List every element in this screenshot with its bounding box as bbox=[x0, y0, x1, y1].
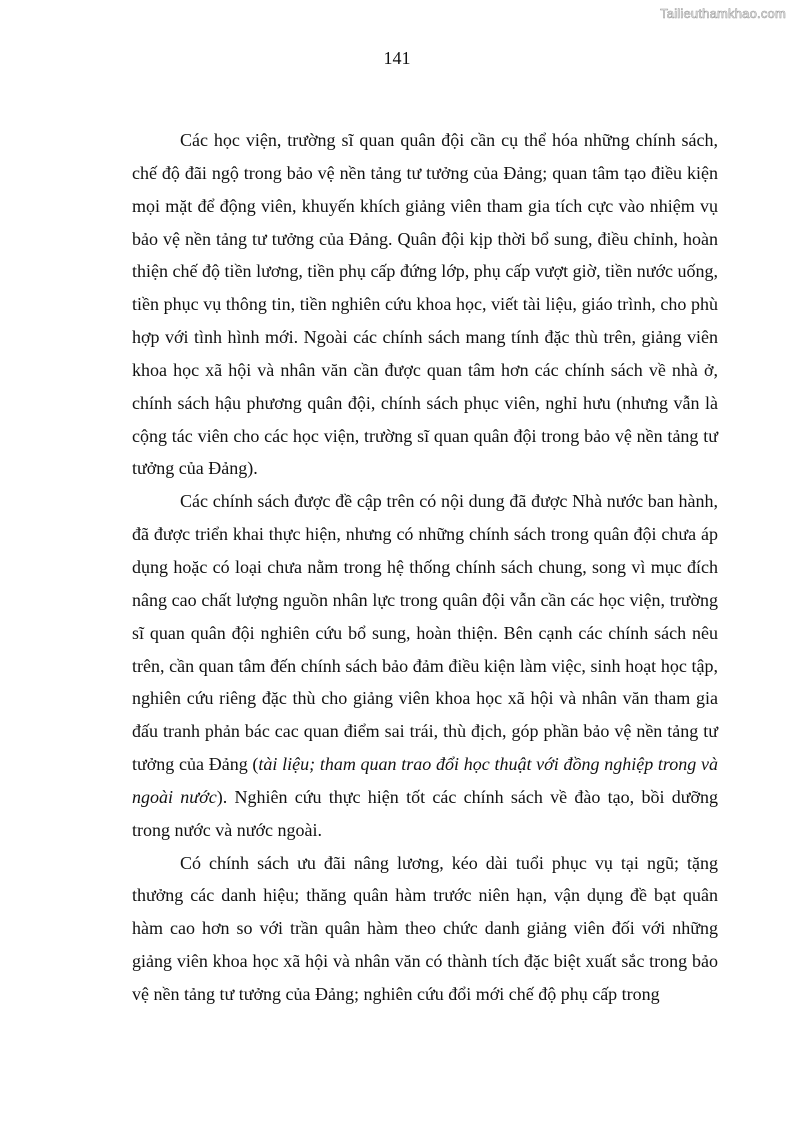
watermark: Tailieuthamkhao.com bbox=[660, 6, 786, 21]
paragraph-3: Có chính sách ưu đãi nâng lương, kéo dài tuổi phục vụ tại ngũ; tặng thưởng các danh hiệu; thăng quân hàm trước niên hạn, vận dụng đề bạt quân hàm cao hơn so với trần quân hàm theo chức danh giảng viên đối với những giảng viên khoa học xã hội và nhân văn có thành tích đặc biệt xuất sắc trong bảo vệ nền tảng tư tưởng của Đảng; nghiên cứu đổi mới chế độ phụ cấp trong bbox=[132, 852, 718, 1004]
paragraph-2 bbox=[132, 485, 718, 846]
paragraph-2-text-after: ). Nghiên cứu thực hiện tốt các chính sách về đào tạo, bồi dưỡng trong nước và nước ngoài. bbox=[132, 786, 718, 840]
document-body bbox=[132, 124, 718, 1011]
paragraph-1: Các học viện, trường sĩ quan quân đội cần cụ thể hóa những chính sách, chế độ đãi ngộ trong bảo vệ nền tảng tư tưởng của Đảng; quan tâm tạo điều kiện mọi mặt để động viên, khuyến khích giảng viên tham gia tích cực vào nhiệm vụ bảo vệ nền tảng tư tưởng của Đảng. Quân đội kịp thời bổ sung, điều chỉnh, hoàn thiện chế độ tiền lương, tiền phụ cấp đứng lớp, phụ cấp vượt giờ, tiền nước uống, tiền phục vụ thông tin, tiền nghiên cứu khoa học, viết tài liệu, giáo trình, cho phù hợp với tình hình mới. Ngoài các chính sách mang tính đặc thù trên, giảng viên khoa học xã hội và nhân văn cần được quan tâm hơn các chính sách về nhà ở, chính sách hậu phương quân đội, chính sách phục viên, nghỉ hưu (nhưng vẫn là cộng tác viên cho các học viện, trường sĩ quan quân đội trong bảo vệ nền tảng tư tưởng của Đảng). bbox=[132, 130, 718, 479]
paragraph-2-text-before: Các chính sách được đề cập trên có nội dung đã được Nhà nước ban hành, đã được triển khai thực hiện, nhưng có những chính sách trong quân đội chưa áp dụng hoặc có loại chưa nằm trong hệ thống chính sách chung, song vì mục đích nâng cao chất lượng nguồn nhân lực trong quân đội vẫn cần các học viện, trường sĩ quan quân đội nghiên cứu bổ sung, hoàn thiện. Bên cạnh các chính sách nêu trên, cần quan tâm đến chính sách bảo đảm điều kiện làm việc, sinh hoạt học tập, nghiên cứu riêng đặc thù cho giảng viên khoa học xã hội và nhân văn tham gia đấu tranh phản bác cac quan điểm sai trái, thù địch, góp phần bảo vệ nền tảng tư tưởng của Đảng ( bbox=[132, 491, 718, 775]
page-number: 141 bbox=[383, 48, 411, 68]
paragraph-2-italic: tài liệu; tham quan trao đổi học thuật với đồng nghiệp trong và ngoài nước bbox=[132, 754, 718, 807]
